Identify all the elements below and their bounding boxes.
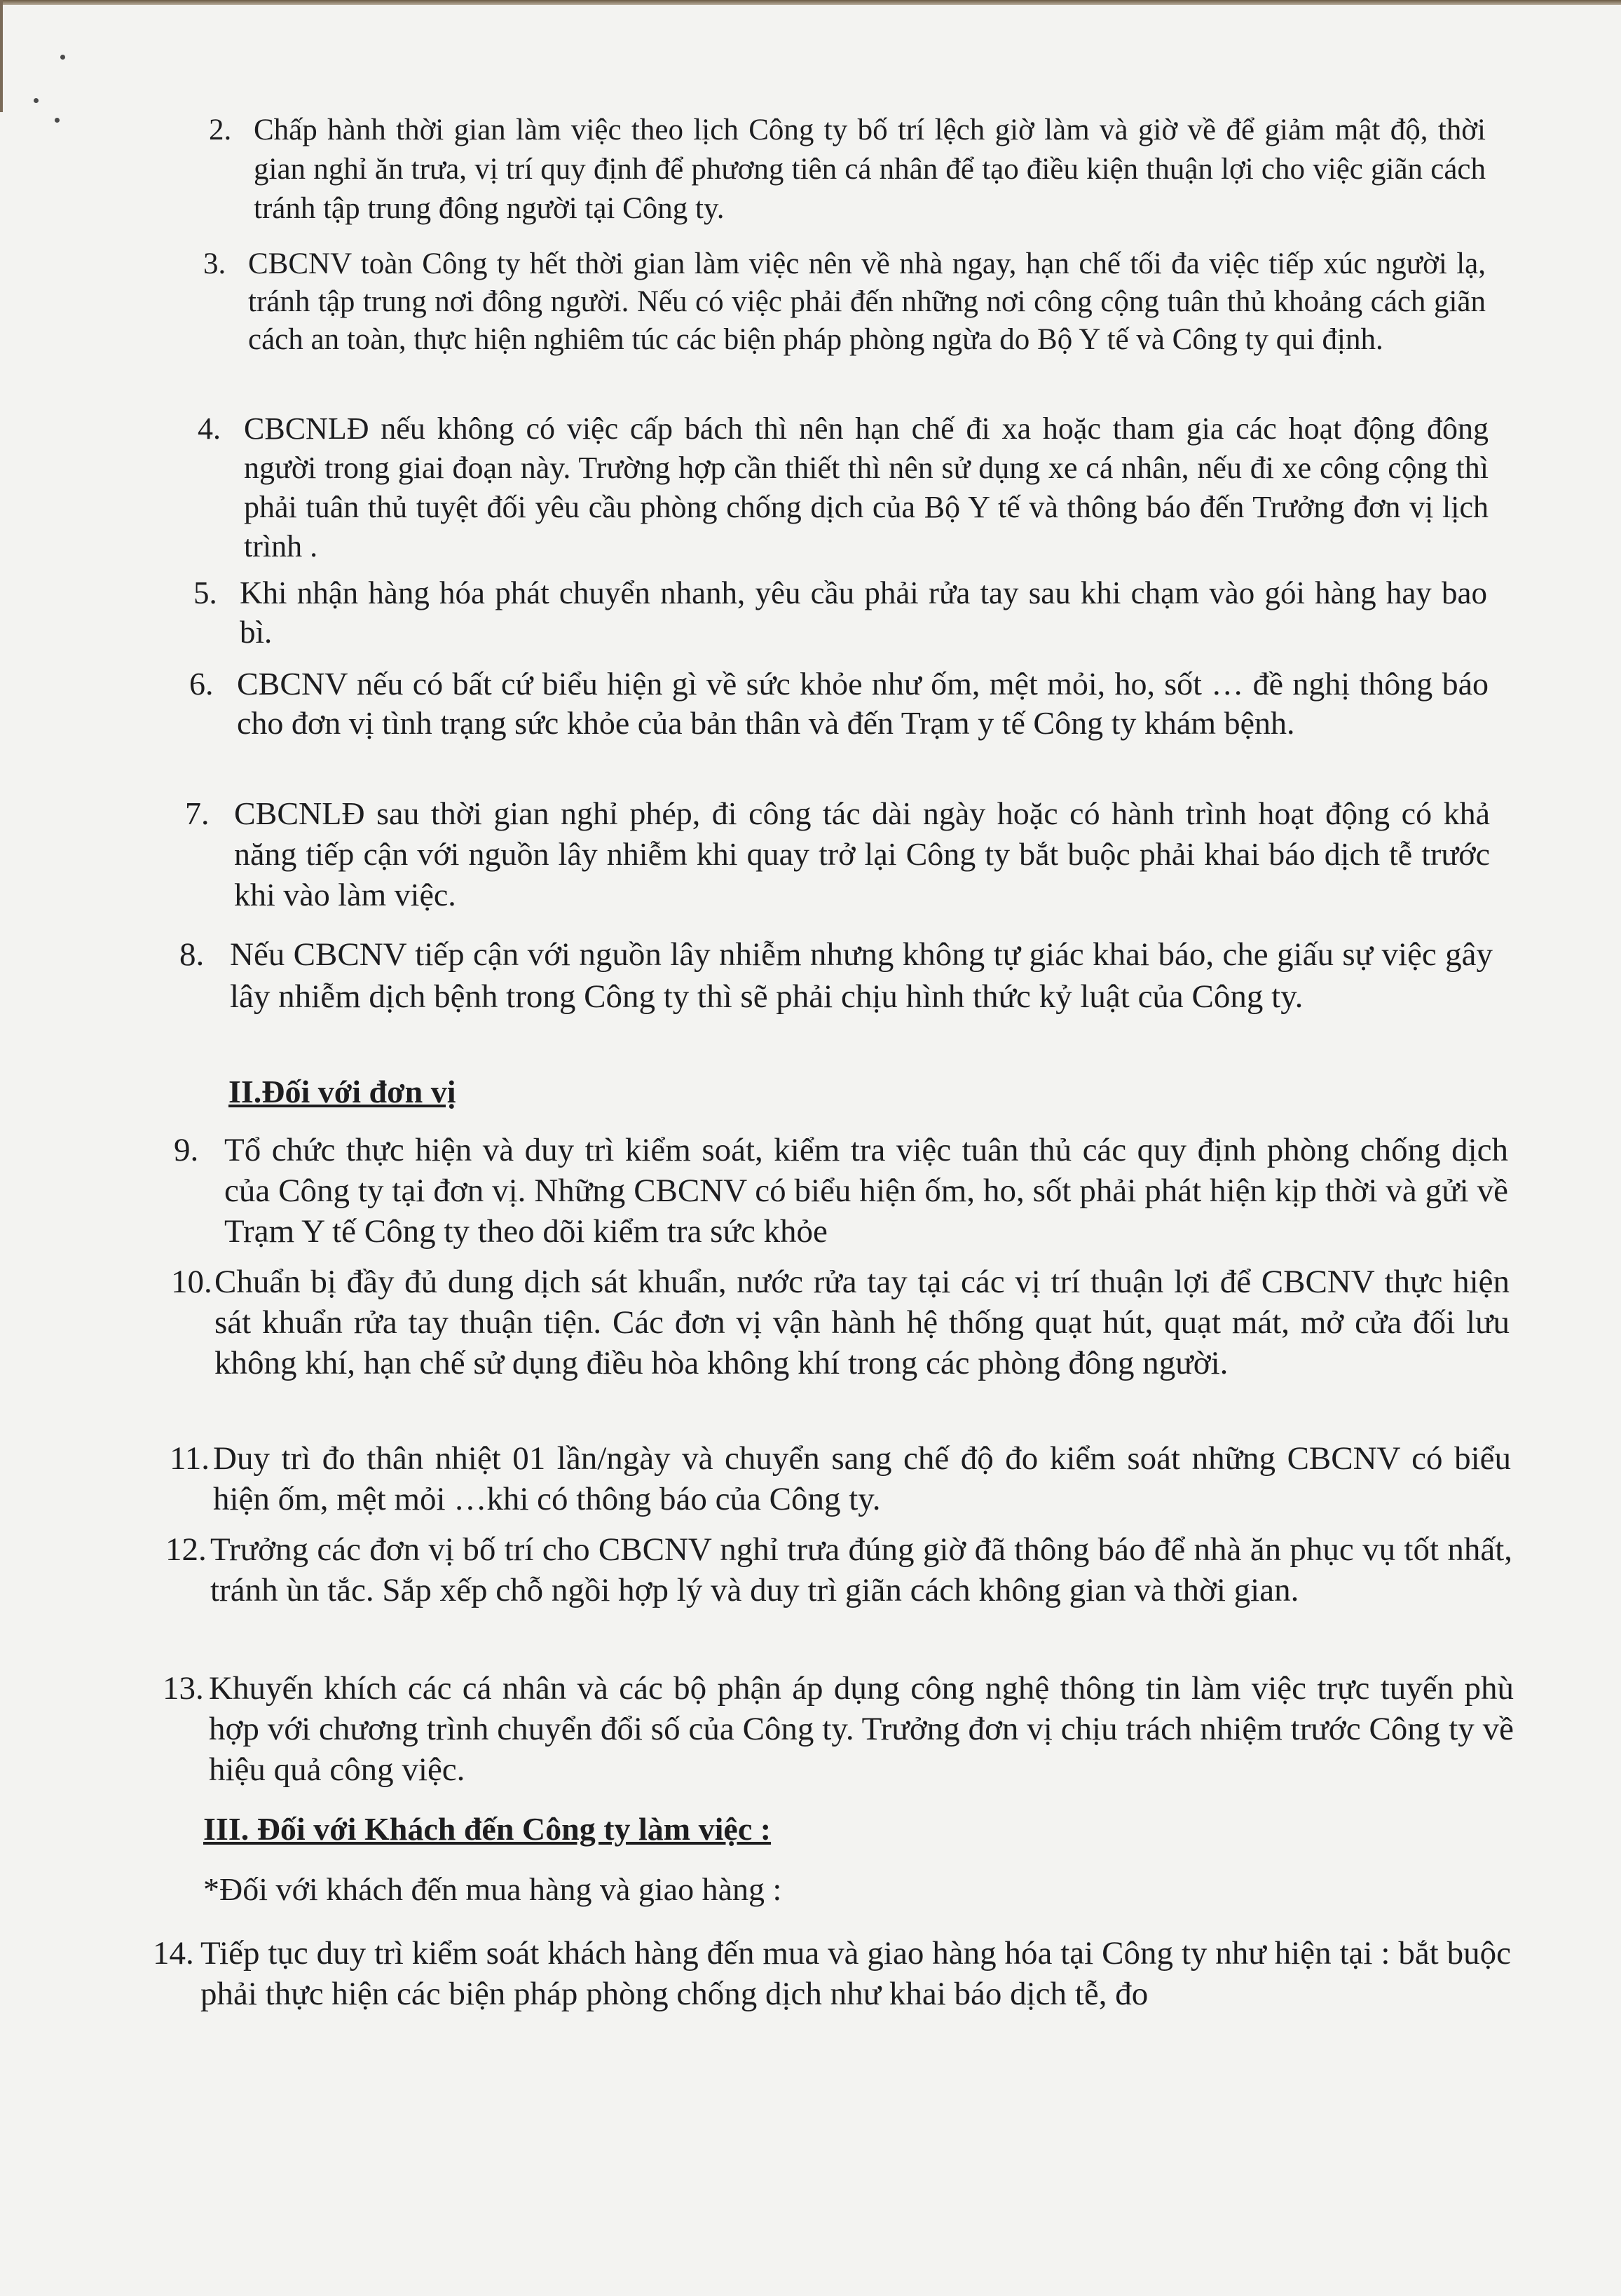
list-item-text: Nếu CBCNV tiếp cận với nguồn lây nhiễm nhưng không tự giác khai báo, che giấu sự việc gây lây nhiễm dịch bệnh trong Công ty thì sẽ phải chịu hình thức kỷ luật của Công ty. (230, 936, 1493, 1015)
subsection-heading: *Đối với khách đến mua hàng và giao hàng : (203, 1871, 782, 1907)
list-item (165, 1529, 1512, 1611)
list-item-number: 3. (203, 247, 226, 280)
list-item (198, 409, 1489, 566)
list-item-text: Tiếp tục duy trì kiểm soát khách hàng đến mua và giao hàng hóa tại Công ty như hiện tại : bắt buộc phải thực hiện các biện pháp phòng chống dịch như khai báo dịch tễ, đo (200, 1935, 1511, 2012)
list-item-number: 7. (185, 795, 210, 831)
list-item-text: Khi nhận hàng hóa phát chuyển nhanh, yêu cầu phải rửa tay sau khi chạm vào gói hàng hay bao bì. (240, 575, 1487, 650)
list-item-number: 13. (163, 1670, 204, 1707)
list-item (193, 573, 1487, 652)
list-item (203, 245, 1486, 359)
list-item (179, 934, 1493, 1018)
list-item (170, 1438, 1511, 1519)
list-item-number: 10. (171, 1264, 212, 1300)
list-item (153, 1933, 1511, 2014)
section-heading: III. Đối với Khách đến Công ty làm việc : (203, 1811, 772, 1847)
list-item (185, 793, 1490, 915)
list-item-text: Khuyến khích các cá nhân và các bộ phận áp dụng công nghệ thông tin làm việc trực tuyến phù hợp với chương trình chuyển đổi số của Công ty. Trưởng đơn vị chịu trách nhiệm trước Công ty về hiệu quả công việc. (209, 1670, 1514, 1788)
list-item-text: CBCNLĐ sau thời gian nghỉ phép, đi công tác dài ngày hoặc có hành trình hoạt động có khả năng tiếp cận với nguồn lây nhiễm khi quay trở lại Công ty bắt buộc phải khai báo dịch tễ trước khi vào làm việc. (234, 795, 1490, 913)
list-item-number: 4. (198, 411, 221, 446)
list-item-text: Chuẩn bị đầy đủ dung dịch sát khuẩn, nước rửa tay tại các vị trí thuận lợi để CBCNV thực hiện sát khuẩn rửa tay thuận tiện. Các đơn vị vận hành hệ thống quạt hút, quạt mát, mở cửa đối lưu không khí, hạn chế sử dụng điều hòa không khí trong các phòng đông người. (214, 1264, 1510, 1381)
list-item-number: 12. (165, 1531, 207, 1568)
list-item (174, 1130, 1508, 1252)
list-item (171, 1262, 1510, 1383)
list-item-number: 2. (209, 114, 232, 146)
list-item-text: CBCNLĐ nếu không có việc cấp bách thì nên hạn chế đi xa hoặc tham gia các hoạt động đông người trong giai đoạn này. Trường hợp cần thiết thì nên sử dụng xe cá nhân, nếu đi xe công cộng thì phải tuân thủ tuyệt đối yêu cầu phòng chống dịch của Bộ Y tế và thông báo đến Trưởng đơn vị lịch trình . (244, 411, 1489, 563)
list-item-text: Duy trì đo thân nhiệt 01 lần/ngày và chuyển sang chế độ đo kiểm soát những CBCNV có biểu hiện ốm, mệt mỏi …khi có thông báo của Công ty. (213, 1440, 1511, 1517)
list-item (163, 1668, 1514, 1790)
list-item-text: Trưởng các đơn vị bố trí cho CBCNV nghỉ trưa đúng giờ đã thông báo để nhà ăn phục vụ tốt nhất, tránh ùn tắc. Sắp xếp chỗ ngồi hợp lý và duy trì giãn cách không gian và thời gian. (210, 1531, 1512, 1608)
list-item-text: CBCNV nếu có bất cứ biểu hiện gì về sức khỏe như ốm, mệt mỏi, ho, sốt … đề nghị thông báo cho đơn vị tình trạng sức khỏe của bản thân và đến Trạm y tế Công ty khám bệnh. (237, 666, 1489, 741)
list-item-text: Chấp hành thời gian làm việc theo lịch Công ty bố trí lệch giờ làm và giờ về để giảm mật độ, thời gian nghỉ ăn trưa, vị trí quy định để phương tiên cá nhân để tạo điều kiện thuận lợi cho việc giãn cách tránh tập trung đông người tại Công ty. (254, 114, 1486, 225)
list-item-number: 11. (170, 1440, 210, 1477)
list-item-text: Tổ chức thực hiện và duy trì kiểm soát, kiểm tra việc tuân thủ các quy định phòng chống dịch của Công ty tại đơn vị. Những CBCNV có biểu hiện ốm, ho, sốt phải phát hiện kịp thời và gửi về Trạm Y tế Công ty theo dõi kiểm tra sức khỏe (224, 1132, 1508, 1250)
section-heading: II.Đối với đơn vị (228, 1074, 456, 1109)
list-item-number: 14. (153, 1935, 194, 1972)
list-item (209, 111, 1486, 228)
list-item-number: 8. (179, 936, 205, 973)
list-item-number: 6. (189, 666, 214, 702)
list-item (189, 664, 1489, 743)
list-item-number: 5. (193, 575, 217, 610)
list-item-number: 9. (174, 1132, 199, 1168)
list-item-text: CBCNV toàn Công ty hết thời gian làm việc nên về nhà ngay, hạn chế tối đa việc tiếp xúc người lạ, tránh tập trung nơi đông người. Nếu có việc phải đến những nơi công cộng tuân thủ khoảng cách giãn cách an toàn, thực hiện nghiêm túc các biện pháp phòng ngừa do Bộ Y tế và Công ty qui định. (248, 247, 1486, 356)
